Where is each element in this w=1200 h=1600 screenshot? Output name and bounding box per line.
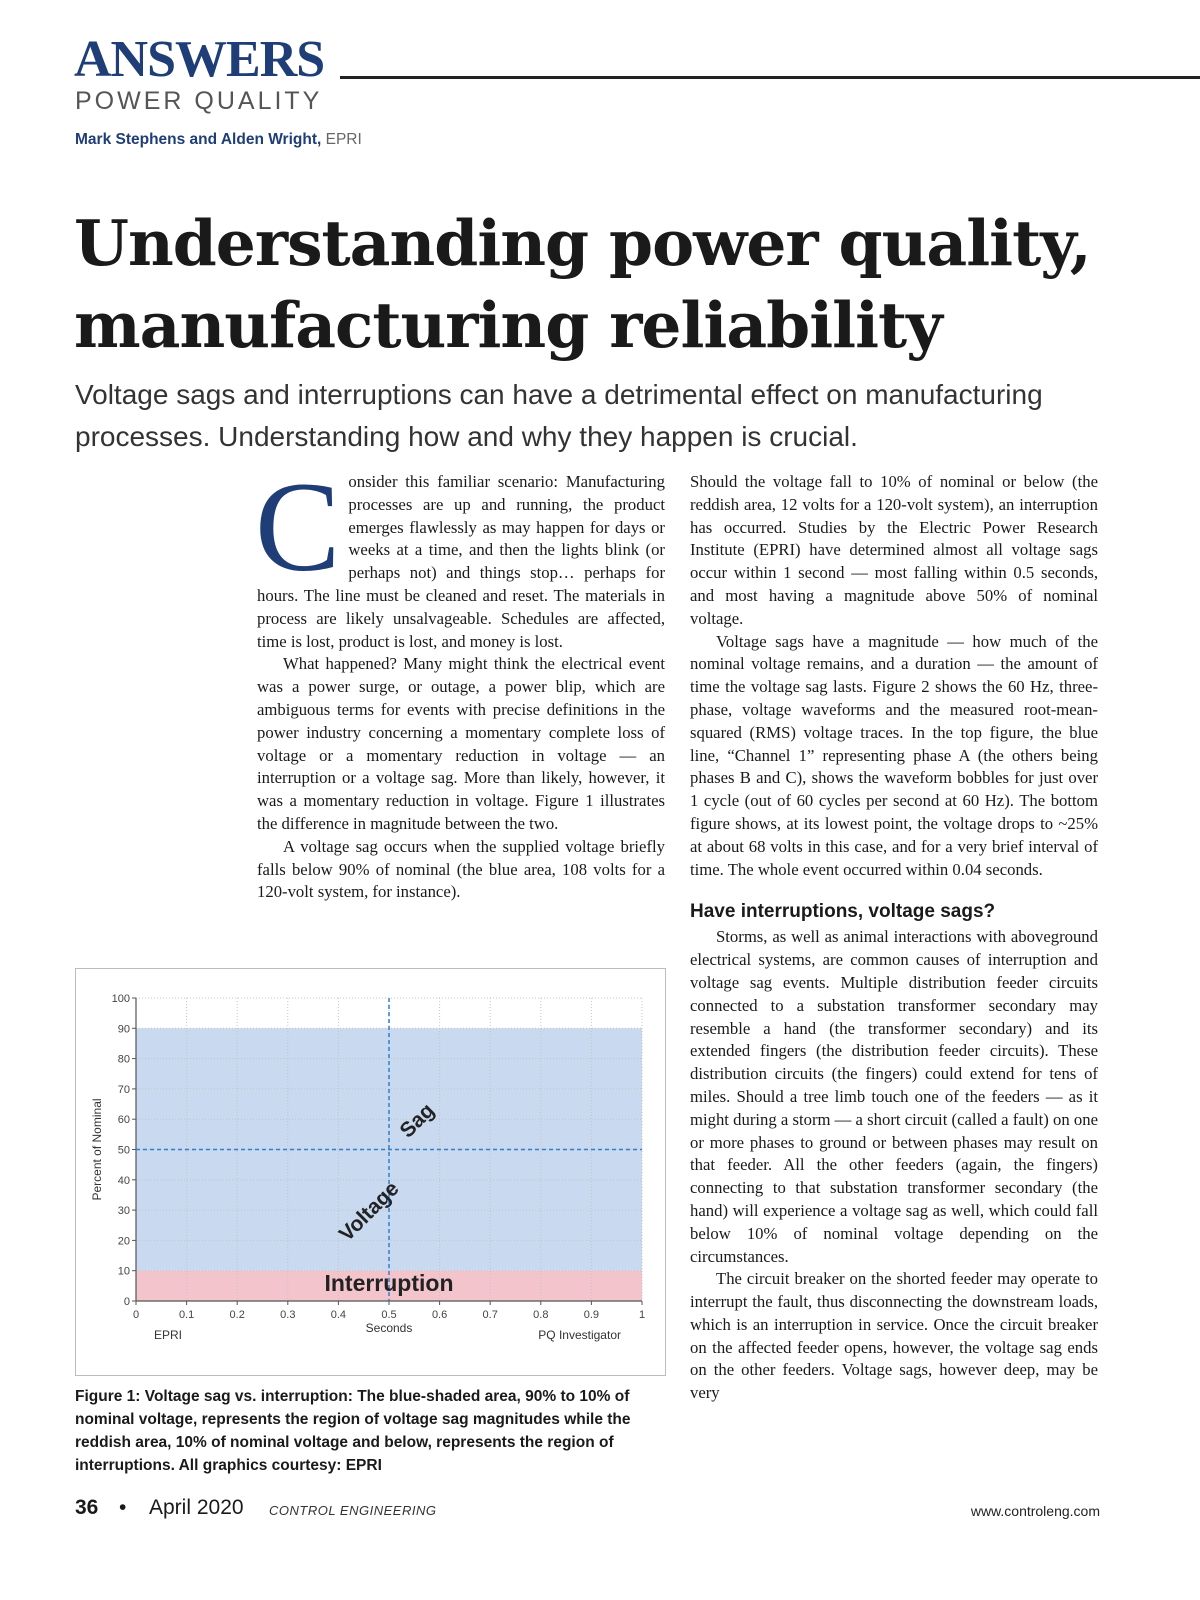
x-tick-label: 0.3 xyxy=(280,1309,296,1321)
paragraph-1-text: onsider this familiar scenario: Manufacturing processes are up and running, the product emerges flawlessly as may happen for days or weeks at a time, and then the lights blink (or perhaps not) and things stop… perhaps for hours. The line must be cleaned and reset. The materials in process are likely unsalvageable. Schedules are affected, time is lost, product is lost, and money is lost. xyxy=(257,472,665,651)
y-axis-label: Percent of Nominal xyxy=(90,1098,104,1201)
y-tick-label: 50 xyxy=(117,1144,130,1157)
paragraph-7: The circuit breaker on the shorted feeder may operate to interrupt the fault, thus disconnecting the downstream loads, which is an interruption in service. Once the circuit breaker on the affected feeder opens, however, the voltage sag ends on the other feeders. Voltage sags, however deep, may be very xyxy=(690,1269,1098,1403)
figure-credit-right: PQ Investigator xyxy=(538,1328,621,1342)
footer-bullet: • xyxy=(119,1496,127,1519)
byline-org: EPRI xyxy=(325,131,362,148)
paragraph-2: What happened? Many might think the electrical event was a power surge, or outage, a power blip, which are ambiguous terms for events with precise definitions in the power industry concerning a momentary complete loss of voltage or a momentary reduction in voltage — an interruption or a voltage sag. More than likely, however, it was a momentary reduction in voltage. Figure 1 illustrates the difference in magnitude between the two. xyxy=(257,654,665,833)
subheading: Have interruptions, voltage sags? xyxy=(690,901,996,923)
x-tick-label: 0.8 xyxy=(533,1309,549,1321)
x-tick-label: 0.5 xyxy=(381,1309,397,1321)
voltage-sag-chart xyxy=(76,969,665,1375)
y-tick-label: 10 xyxy=(117,1265,130,1278)
dek: Voltage sags and interruptions can have a detrimental effect on manufacturing processes. Understanding how and why they happen is crucial. xyxy=(75,379,1043,452)
region-label-voltage: Voltage xyxy=(334,1177,404,1246)
paragraph-6: Storms, as well as animal interactions with aboveground electrical systems, are common causes of interruption and voltage sag events. Multiple distribution feeder circuits connected to a substation transformer secondary may resemble a hand (the transformer secondary) and its extended fingers (the distribution feeder circuits). These distribution circuits (the fingers) could extend for tens of miles. Should a tree limb touch one of the feeders — as it might during a storm — a short circuit (called a fault) on one or more phases to ground or between phases may result on that feeder. All the other feeders (again, the fingers) connecting to that substation transformer secondary (the hand) will experience a voltage sag as well, which could fall below 10% of nominal voltage depending on the circumstances. xyxy=(690,927,1098,1266)
magazine-name: CONTROL ENGINEERING xyxy=(269,1503,437,1518)
body-column-2 xyxy=(690,471,1098,1405)
issue-date: April 2020 xyxy=(149,1496,244,1519)
page-number: 36 xyxy=(75,1496,99,1519)
byline-authors: Mark Stephens and Alden Wright, xyxy=(75,131,322,148)
page-footer xyxy=(75,1496,1100,1526)
x-tick-label: 0.9 xyxy=(583,1309,600,1321)
x-tick-label: 0.4 xyxy=(330,1309,347,1321)
section-brand: ANSWERS xyxy=(74,31,325,88)
byline xyxy=(75,131,362,149)
x-tick-label: 1 xyxy=(638,1309,646,1321)
body-column-1 xyxy=(255,456,665,904)
x-tick-label: 0.6 xyxy=(431,1309,448,1321)
y-tick-label: 80 xyxy=(117,1053,130,1066)
y-tick-label: 60 xyxy=(117,1114,130,1127)
x-tick-label: 0 xyxy=(132,1309,140,1321)
figure-caption: Figure 1: Voltage sag vs. interruption: The blue-shaded area, 90% to 10% of nominal voltage, represents the region of voltage sag magnitudes while the reddish area, 10% of nominal voltage and below, represents the region of interruptions. All graphics courtesy: EPRI xyxy=(75,1388,631,1474)
paragraph-5: Voltage sags have a magnitude — how much of the nominal voltage remains, and a duration — the amount of time the voltage sag lasts. Figure 2 shows the 60 Hz, three-phase, voltage waveforms and the measured root-mean-squared (RMS) voltage traces. In the top figure, the blue line, “Channel 1” representing phase A (the others being phases B and C), shows the waveform bobbles for just over 1 cycle (out of 60 cycles per second at 60 Hz). The bottom figure shows, at its lowest point, the voltage drops to ~25% at about 68 volts in this case, and for a very brief interval of time. The whole event occurred within 0.04 seconds. xyxy=(690,631,1098,879)
x-axis-label: Seconds xyxy=(365,1321,413,1335)
y-tick-label: 100 xyxy=(111,993,130,1005)
website-url: www.controleng.com xyxy=(970,1503,1100,1519)
masthead-rule xyxy=(340,76,1200,79)
x-tick-label: 0.2 xyxy=(229,1309,245,1321)
y-tick-label: 30 xyxy=(117,1205,130,1218)
paragraph-4: Should the voltage fall to 10% of nominal or below (the reddish area, 12 volts for a 120-volt system), an interruption has occurred. Studies by the Electric Power Research Institute (EPRI) have determined almost all voltage sags occur within 1 second — most falling within 0.5 seconds, and most having a magnitude above 50% of nominal voltage. xyxy=(690,472,1098,628)
y-tick-label: 90 xyxy=(117,1023,130,1036)
y-tick-label: 40 xyxy=(117,1174,130,1187)
y-tick-label: 0 xyxy=(123,1296,130,1308)
x-tick-label: 0.1 xyxy=(178,1309,195,1321)
figure-credit-left: EPRI xyxy=(154,1328,183,1342)
paragraph-3: A voltage sag occurs when the supplied voltage briefly falls below 90% of nominal (the blue area, 108 volts for a 120-volt system, for instance). xyxy=(257,836,665,902)
section-name: POWER QUALITY xyxy=(75,87,323,115)
headline: Understanding power quality, manufacturing reliability xyxy=(74,206,1091,362)
x-tick-label: 0.7 xyxy=(482,1309,498,1321)
y-tick-label: 70 xyxy=(117,1083,130,1096)
figure-1 xyxy=(75,968,666,1376)
paragraph-1 xyxy=(255,456,665,653)
region-label-sag: Sag xyxy=(395,1098,440,1143)
y-tick-label: 20 xyxy=(117,1235,130,1248)
region-label-interruption: Interruption xyxy=(324,1270,454,1297)
drop-cap: C xyxy=(255,456,341,598)
